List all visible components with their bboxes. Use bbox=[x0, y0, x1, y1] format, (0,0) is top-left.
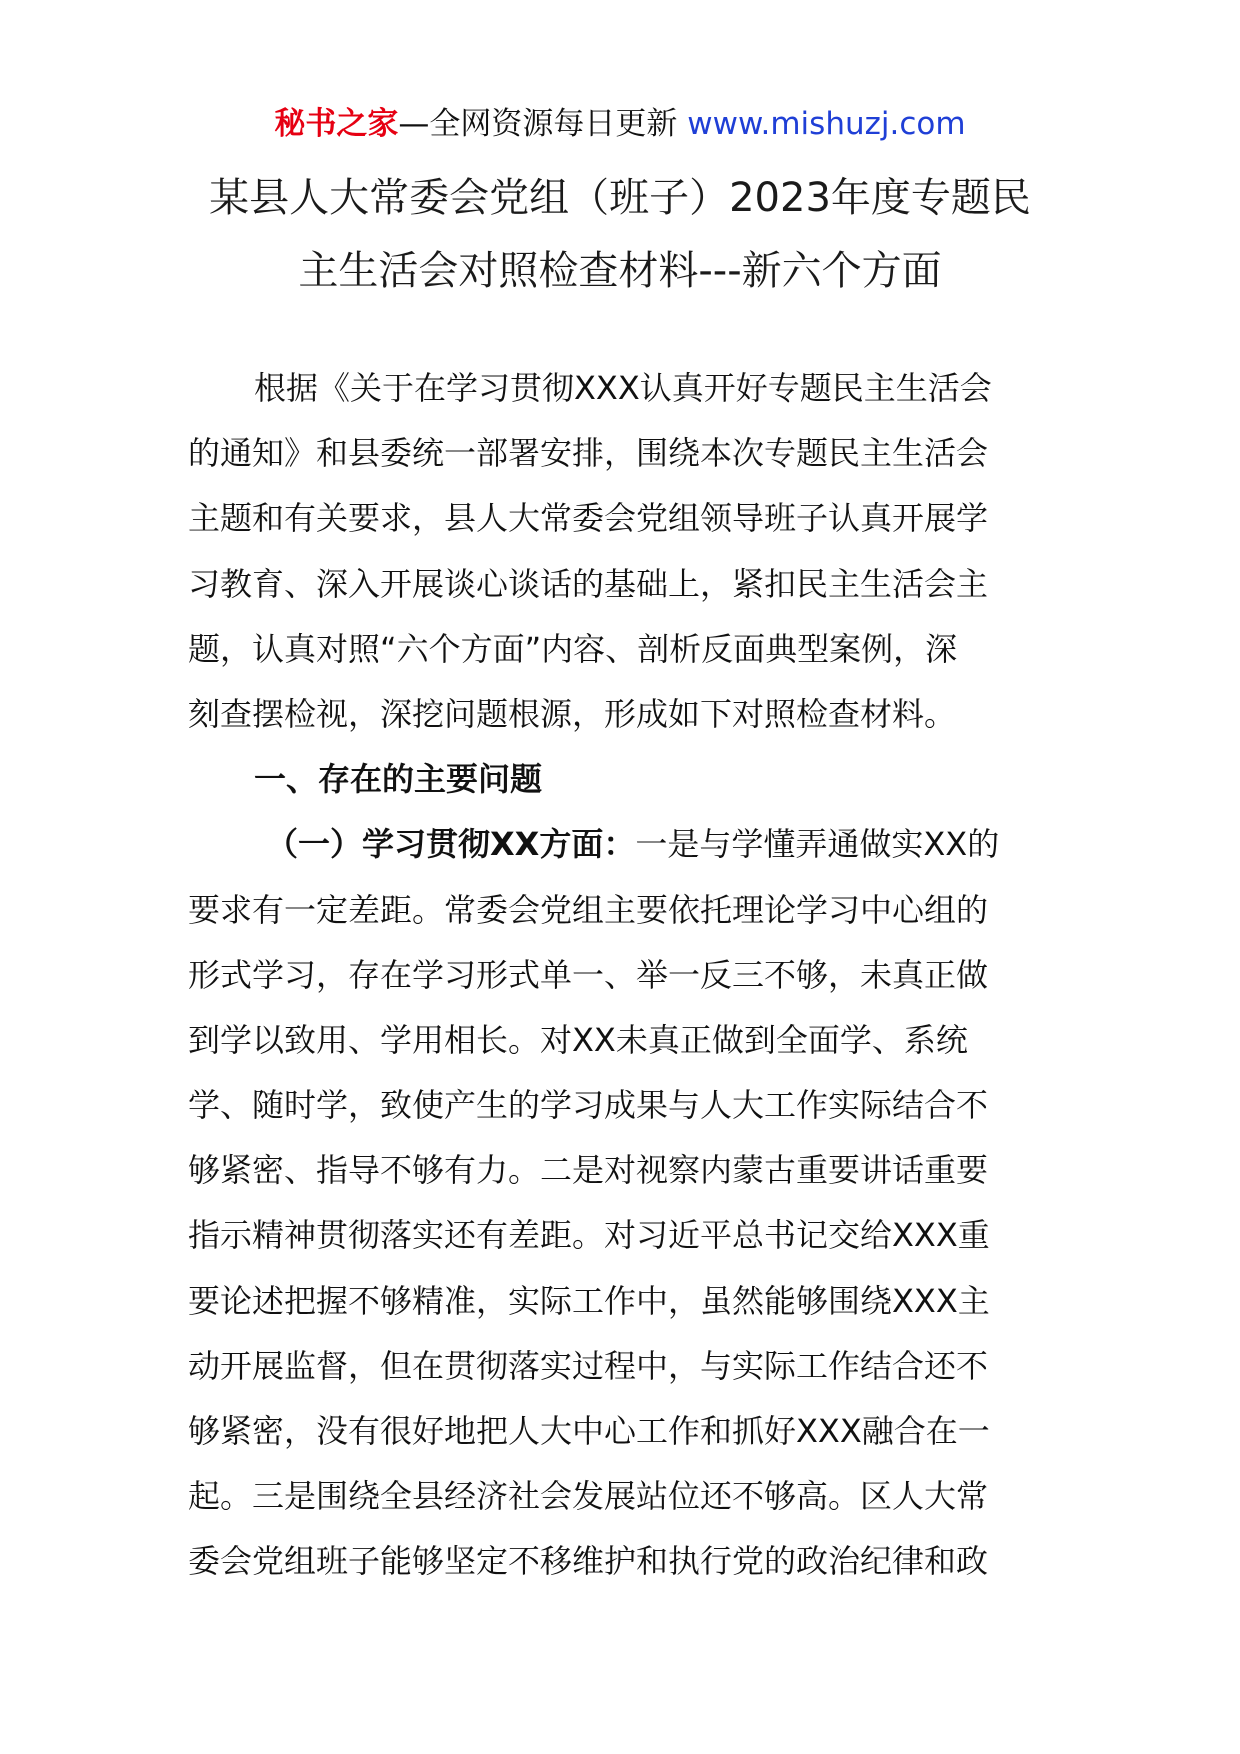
intro-line: 根据《关于在学习贯彻XXX认真开好专题民主生活会 bbox=[254, 369, 992, 407]
title-line-2: 主生活会对照检查材料---新六个方面 bbox=[298, 248, 942, 294]
paragraph-line: 要求有一定差距。常委会党组主要依托理论学习中心组的 bbox=[188, 890, 989, 929]
document-title bbox=[140, 162, 1100, 308]
paragraph-line: 学、随时学，致使产生的学习成果与人大工作实际结合不 bbox=[188, 1086, 989, 1125]
subsection-first-line-text: 一是与学懂弄通做实XX的 bbox=[635, 825, 1000, 864]
section-heading: 一、存在的主要问题 bbox=[254, 760, 543, 799]
intro-line: 题，认真对照“六个方面”内容、剖析反面典型案例，深 bbox=[188, 629, 958, 668]
title-line-1: 某县人大常委会党组（班子）2023年度专题民 bbox=[209, 175, 1031, 221]
banner-brand: 秘书之家 bbox=[274, 106, 399, 142]
document-body bbox=[188, 356, 1068, 1595]
paragraph-line: 形式学习，存在学习形式单一、举一反三不够，未真正做 bbox=[188, 955, 989, 994]
intro-line: 刻查摆检视，深挖问题根源，形成如下对照检查材料。 bbox=[188, 694, 957, 733]
intro-line: 主题和有关要求，县人大常委会党组领导班子认真开展学 bbox=[188, 499, 989, 538]
paragraph-line: 到学以致用、学用相长。对XX未真正做到全面学、系统 bbox=[188, 1020, 968, 1059]
paragraph-line: 要论述把握不够精准，实际工作中，虽然能够围绕XXX主 bbox=[188, 1281, 990, 1320]
intro-line: 习教育、深入开展谈心谈话的基础上，紧扣民主生活会主 bbox=[188, 564, 989, 603]
paragraph-line: 够紧密、指导不够有力。二是对视察内蒙古重要讲话重要 bbox=[188, 1151, 989, 1190]
intro-line: 的通知》和县委统一部署安排，围绕本次专题民主生活会 bbox=[188, 434, 989, 473]
site-banner bbox=[0, 102, 1240, 146]
subsection-heading: （一）学习贯彻XX方面： bbox=[266, 825, 636, 864]
paragraph-line: 指示精神贯彻落实还有差距。对习近平总书记交给XXX重 bbox=[188, 1216, 990, 1255]
paragraph-line: 起。三是围绕全县经济社会发展站位还不够高。区人大常 bbox=[188, 1477, 989, 1516]
banner-tagline: —全网资源每日更新 bbox=[398, 106, 688, 142]
paragraph-line: 动开展监督，但在贯彻落实过程中，与实际工作结合还不 bbox=[188, 1346, 989, 1385]
paragraph-line: 够紧密，没有很好地把人大中心工作和抓好XXX融合在一 bbox=[188, 1412, 990, 1450]
subsection-first-line bbox=[188, 812, 1068, 877]
paragraph-line: 委会党组班子能够坚定不移维护和执行党的政治纪律和政 bbox=[188, 1542, 989, 1581]
banner-url-link[interactable]: www.mishuzj.com bbox=[687, 106, 966, 142]
